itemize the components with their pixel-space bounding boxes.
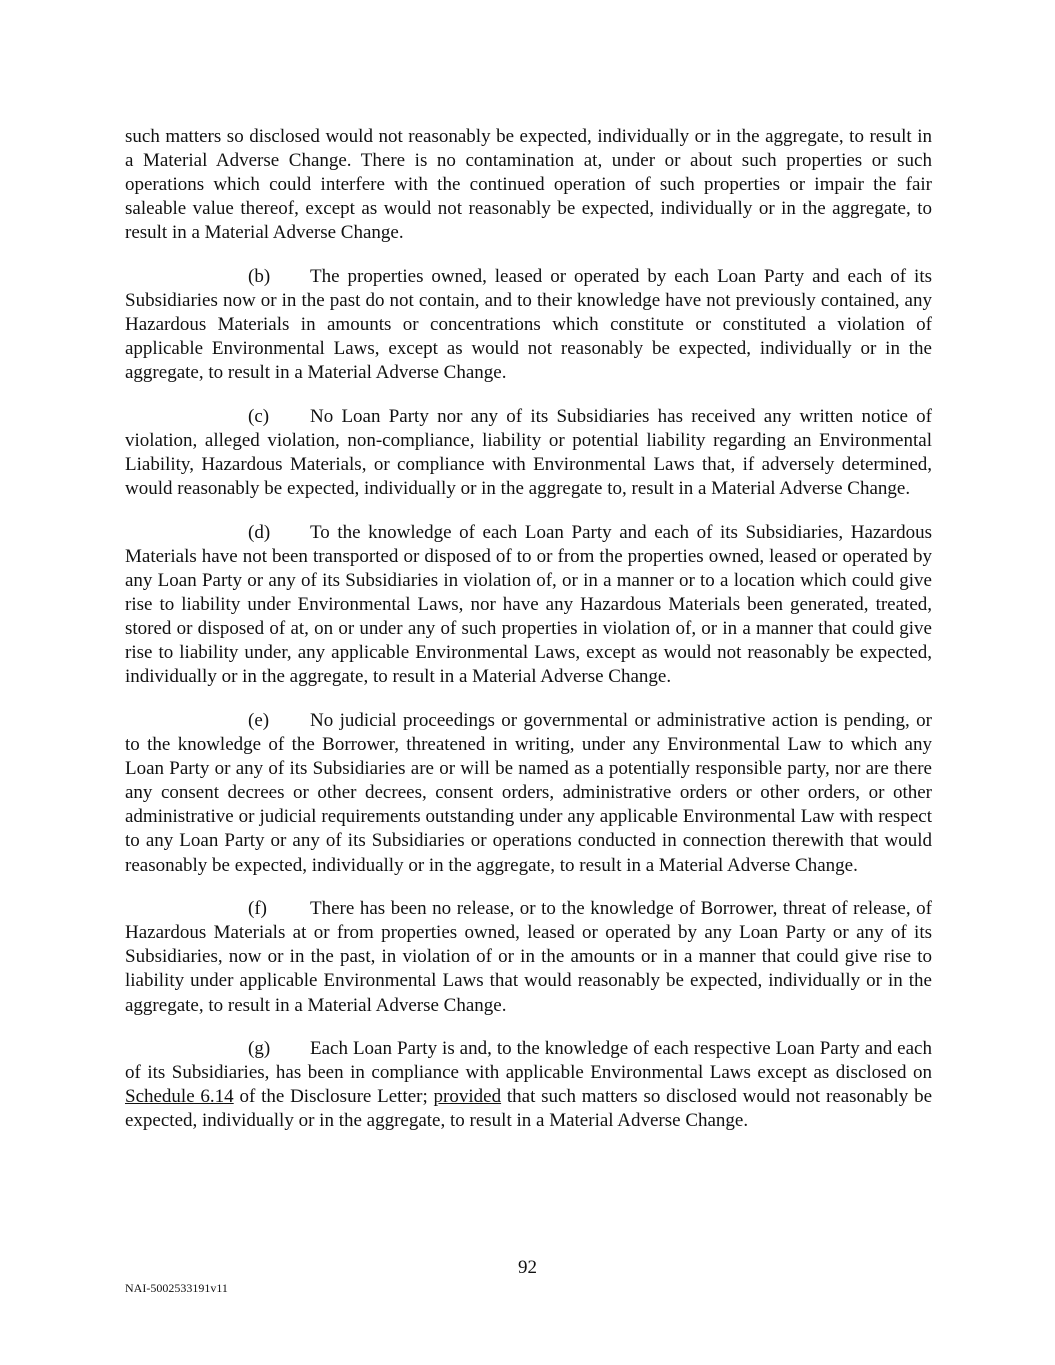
paragraph-text-middle: of the Disclosure Letter; <box>233 1086 434 1108</box>
paragraph-text: No judicial proceedings or governmental or administrative action is pending, or to the knowledge of the Borrower, threatened in writing, under any Environmental Law to which any Loan Party or any of its Subsidiaries are or will be named as a potentially responsible party, nor are there any consent decrees or other decrees, consent orders, administrative orders or other orders, or other administrative or judicial requirements outstanding under any applicable Environmental Law with respect to any Loan Party or any of its Subsidiaries or operations conducted in connection therewith that would reasonably be expected, individually or in the aggregate, to result in a Material Adverse Change. <box>125 709 932 876</box>
schedule-reference: Schedule 6.14 <box>125 1086 234 1108</box>
paragraph-text: No Loan Party nor any of its Subsidiaries has received any written notice of violation, alleged violation, non-compliance, liability or potential liability regarding an Environmental Liability, Hazardous Materials, or compliance with Environmental Laws that, if adversely determined, would reasonably be expected, individually or in the aggregate to, result in a Material Adverse Change. <box>125 405 932 500</box>
paragraph-label: (d) <box>248 521 271 543</box>
paragraph-label: (e) <box>248 709 270 731</box>
paragraph-text: There has been no release, or to the knowledge of Borrower, threat of release, of Hazardous Materials at or from properties owned, leased or operated by any Loan Party or any of its Subsidiaries, now or in the past, in violation of or in the amounts or in a manner that could give rise to liability under applicable Environmental Laws that would reasonably be expected, individually or in the aggregate, to result in a Material Adverse Change. <box>125 898 932 1016</box>
paragraph-f <box>125 897 932 1017</box>
paragraph-b <box>125 265 932 385</box>
provided-term: provided <box>433 1086 502 1108</box>
paragraph-text: The properties owned, leased or operated by each Loan Party and each of its Subsidiaries now or in the past do not contain, and to their knowledge have not previously contained, any Hazardous Materials in amounts or concentrations which constitute or constituted a violation of applicable Environmental Laws, except as would not reasonably be expected, individually or in the aggregate, to result in a Material Adverse Change. <box>125 265 932 384</box>
paragraph-text: To the knowledge of each Loan Party and each of its Subsidiaries, Hazardous Materials have not been transported or disposed of to or from the properties owned, leased or operated by any Loan Party or any of its Subsidiaries in violation of, or in a manner or to a location which could give rise to liability under Environmental Laws, nor have any Hazardous Materials been generated, treated, stored or disposed of at, on or under any of such properties in violation of, or in a manner that could give rise to liability under, any applicable Environmental Laws, except as would not reasonably be expected, individually or in the aggregate, to result in a Material Adverse Change. <box>125 521 932 688</box>
paragraph-g <box>125 1037 932 1133</box>
paragraph-c <box>125 405 932 501</box>
paragraph-text-before: Each Loan Party is and, to the knowledge of each respective Loan Party and each of its Subsidiaries, has been in compliance with applicable Environmental Laws except as disclosed on <box>125 1038 932 1084</box>
paragraph-label: (c) <box>248 405 270 427</box>
page-number: 92 <box>518 1257 537 1278</box>
paragraph-label: (b) <box>248 265 271 287</box>
paragraph-label: (f) <box>248 898 267 920</box>
paragraph-e <box>125 709 932 878</box>
paragraph-d <box>125 521 932 690</box>
document-body <box>125 125 932 1153</box>
paragraph-text-after: that such matters so disclosed would not reasonably be expected, individually or in the aggregate, to result in a Material Adverse Change. <box>125 1086 933 1132</box>
document-id: NAI-5002533191v11 <box>125 1281 228 1295</box>
paragraph-label: (g) <box>248 1038 271 1060</box>
continuation-paragraph: such matters so disclosed would not reasonably be expected, individually or in the aggregate, to result in a Material Adverse Change. There is no contamination at, under or about such properties or such operations which could interfere with the continued operation of such properties or impair the fair saleable value thereof, except as would not reasonably be expected, individually or in the aggregate, to result in a Material Adverse Change. <box>125 126 932 244</box>
